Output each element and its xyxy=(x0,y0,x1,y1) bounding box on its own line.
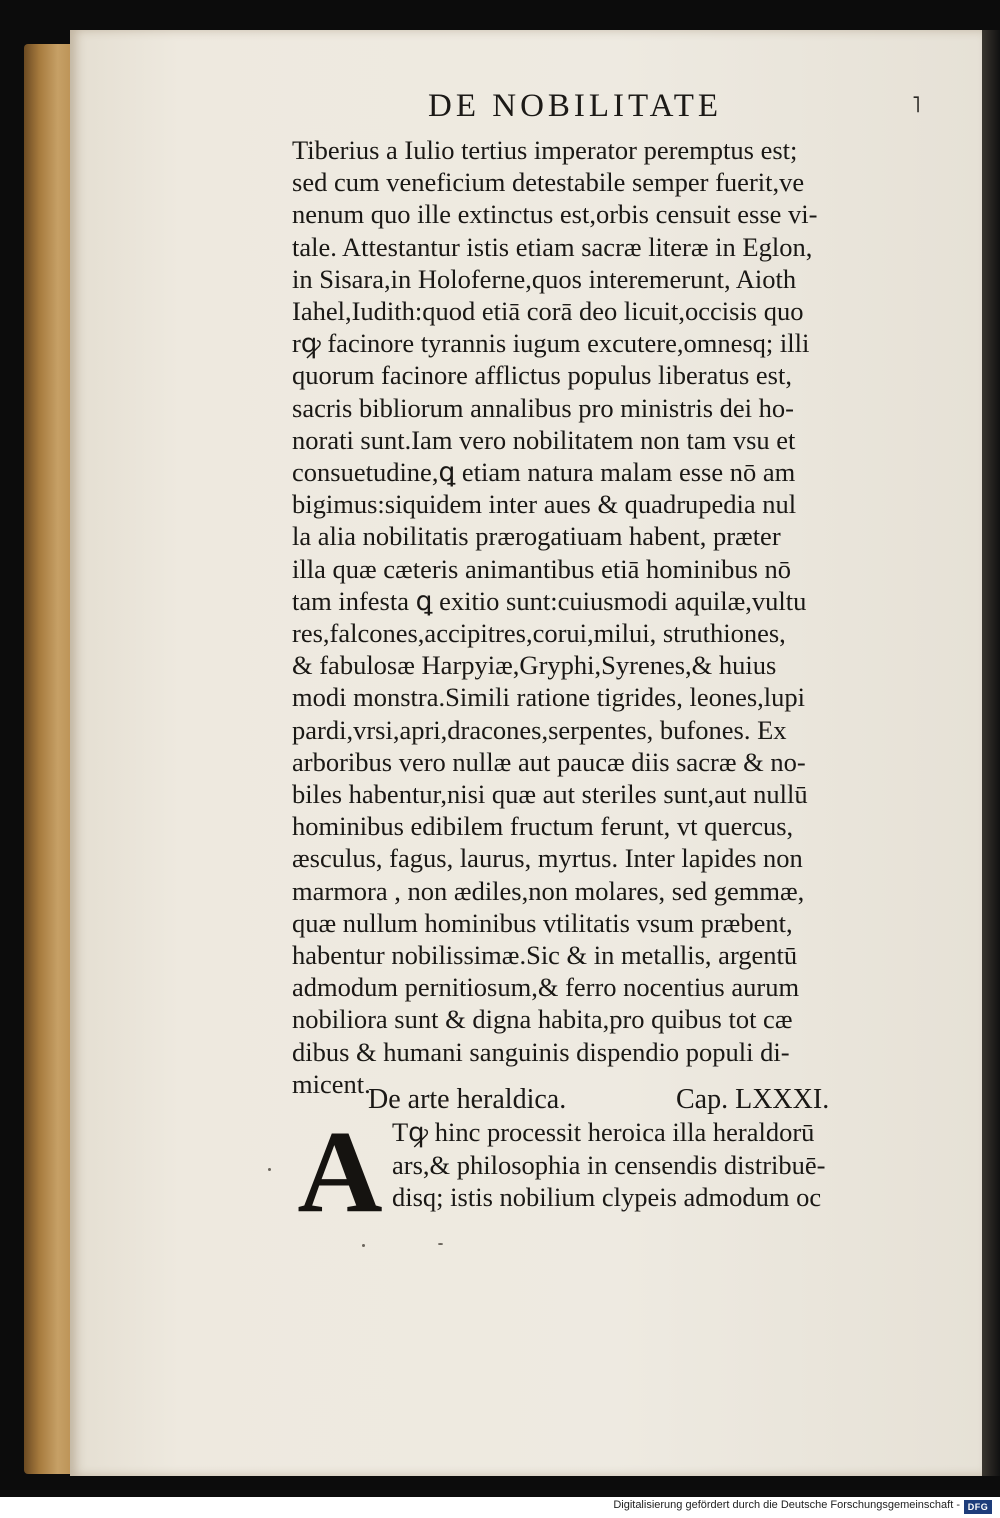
drop-cap-initial: A xyxy=(297,1106,383,1237)
text-line: admodum pernitiosum,& ferro nocentius aurum xyxy=(292,972,800,1003)
text-line: æsculus, fagus, laurus, myrtus. Inter lapides non xyxy=(292,843,803,874)
book-page-edge xyxy=(24,44,76,1474)
paper-speck xyxy=(362,1244,365,1247)
text-line: bigimus:siquidem inter aues & quadrupedia nul xyxy=(292,489,797,520)
text-line: Tiberius a Iulio tertius imperator peremptus est; xyxy=(292,135,798,165)
text-line: in Sisara,in Holoferne,quos interemerunt, Aioth xyxy=(292,263,797,294)
body-text xyxy=(292,134,942,1100)
paper-speck xyxy=(438,1243,443,1245)
gutter-shadow xyxy=(982,30,1000,1476)
text-line: disq; istis nobilium clypeis admodum oc xyxy=(392,1182,822,1212)
text-line: biles habentur,nisi quæ aut steriles sunt,aut nullū xyxy=(292,779,808,810)
footer-bar xyxy=(0,1497,1000,1518)
text-line: micent. xyxy=(292,1068,371,1099)
text-line: habentur nobilissimæ.Sic & in metallis, argentū xyxy=(292,940,798,971)
text-line: marmora , non ædiles,non molares, sed gemmæ, xyxy=(292,875,805,906)
text-line: nobiliora sunt & digna habita,pro quibus tot cæ xyxy=(292,1004,793,1035)
funding-note: Digitalisierung gefördert durch die Deutsche Forschungsgemeinschaft - xyxy=(613,1499,960,1511)
text-line: la alia nobilitatis prærogatiuam habent, præter xyxy=(292,521,781,552)
text-line: nenum quo ille extinctus est,orbis censuit esse vi- xyxy=(292,199,818,230)
text-line: quorum facinore afflictus populus liberatus est, xyxy=(292,360,792,391)
chapter-text xyxy=(392,1116,932,1214)
text-line: arboribus vero nullæ aut paucæ diis sacræ & no- xyxy=(292,746,806,777)
chapter-number: Cap. LXXXI. xyxy=(676,1084,830,1115)
running-head: DE NOBILITATE xyxy=(428,88,723,124)
dfg-logo: DFG xyxy=(964,1500,992,1514)
chapter-title: De arte heraldica. xyxy=(368,1084,567,1115)
text-line: illa quæ cæteris animantibus etiā hominibus nō xyxy=(292,553,792,584)
text-line: Tꝙ hinc processit heroica illa heraldorū xyxy=(392,1117,815,1147)
corner-mark: ˥ xyxy=(912,92,921,117)
paper-speck xyxy=(268,1168,271,1171)
text-line: pardi,vrsi,apri,dracones,serpentes, bufones. Ex xyxy=(292,714,787,745)
text-line: ars,& philosophia in censendis distribuē- xyxy=(392,1149,826,1180)
text-line: & fabulosæ Harpyiæ,Gryphi,Syrenes,& huius xyxy=(292,650,777,681)
text-line: res,falcones,accipitres,corui,milui, struthiones, xyxy=(292,618,786,649)
text-line: sed cum veneficium detestabile semper fuerit,ve xyxy=(292,167,805,198)
text-line: tam infesta ꝗ exitio sunt:cuiusmodi aquilæ,vultu xyxy=(292,585,807,616)
text-line: hominibus edibilem fructum ferunt, vt quercus, xyxy=(292,811,794,842)
text-line: tale. Attestantur istis etiam sacræ literæ in Eglon, xyxy=(292,231,813,262)
text-line: dibus & humani sanguinis dispendio populi di- xyxy=(292,1036,790,1067)
text-line: rꝙ facinore tyrannis iugum excutere,omnesq; illi xyxy=(292,328,810,359)
text-line: consuetudine,ꝗ etiam natura malam esse nō am xyxy=(292,457,796,488)
text-line: Iahel,Iudith:quod etiā corā deo licuit,occisis quo xyxy=(292,296,804,327)
text-line: modi monstra.Simili ratione tigrides, leones,lupi xyxy=(292,682,806,713)
text-line: sacris bibliorum annalibus pro ministris dei ho- xyxy=(292,392,794,423)
text-line: quæ nullum hominibus vtilitatis vsum præbent, xyxy=(292,907,793,938)
text-line: norati sunt.Iam vero nobilitatem non tam vsu et xyxy=(292,424,796,455)
